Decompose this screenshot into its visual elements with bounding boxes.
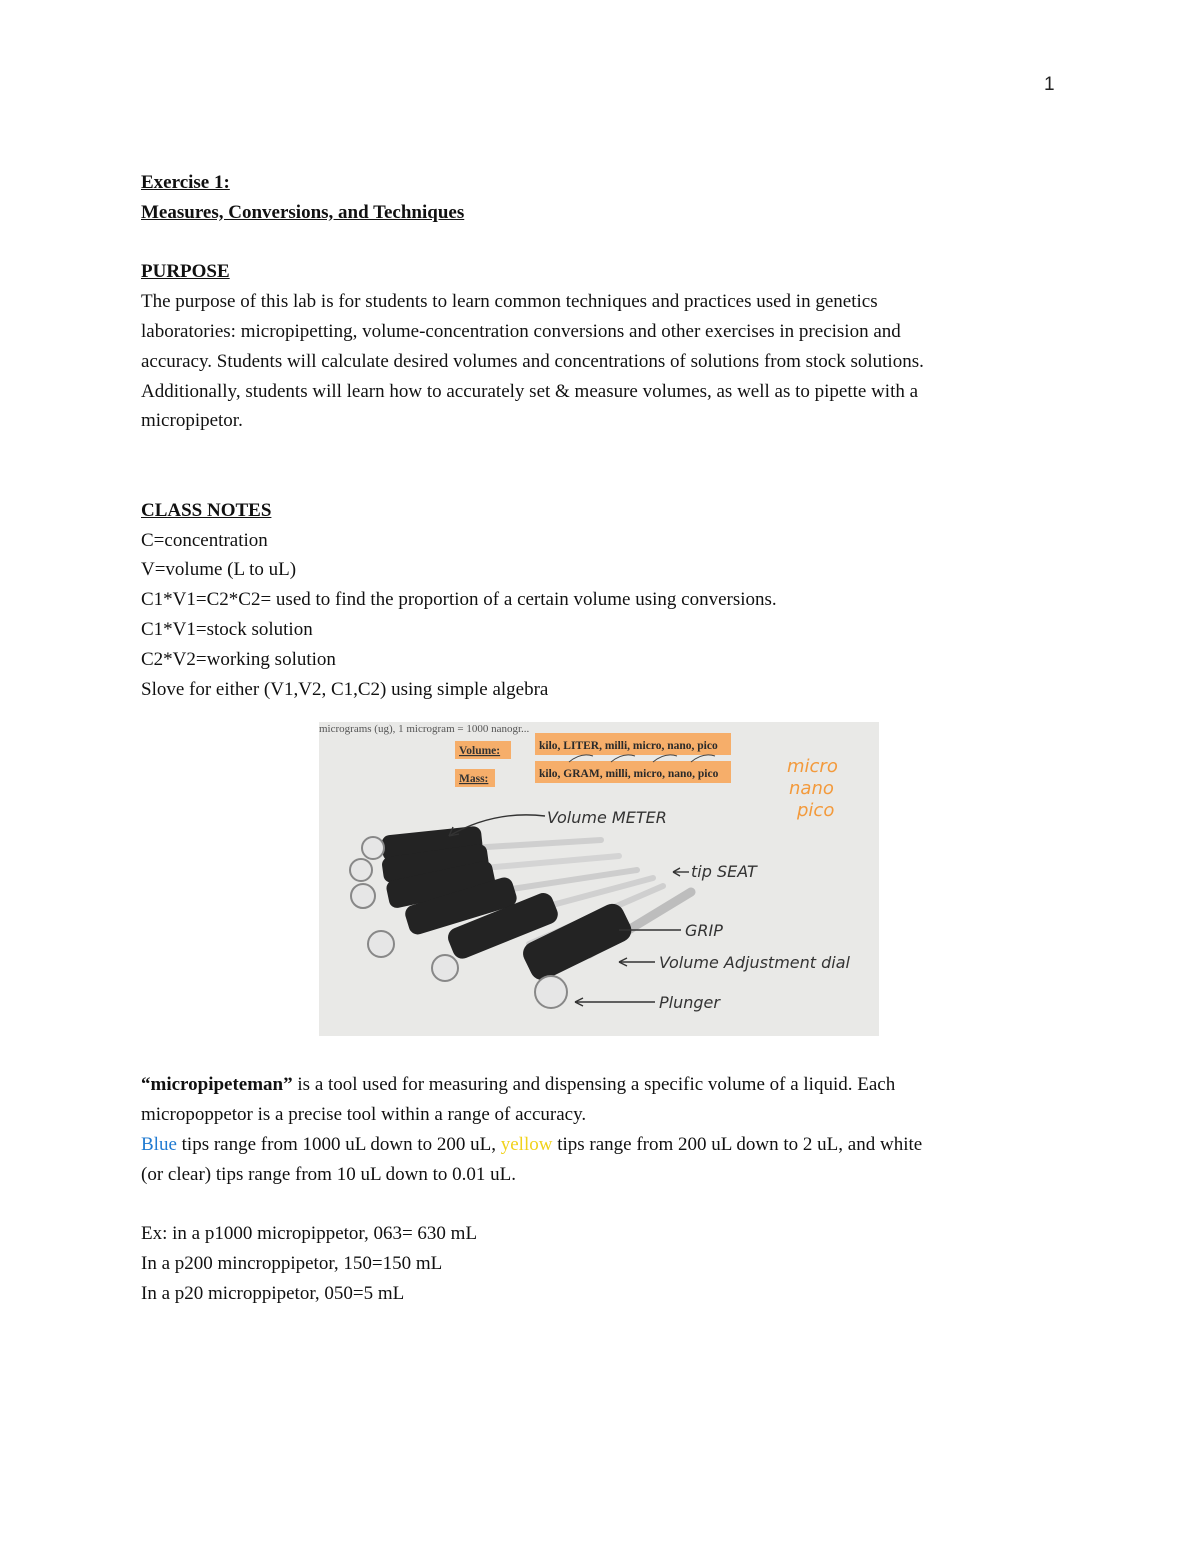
exercise-title: Exercise 1:	[141, 172, 230, 193]
blue-word: Blue	[141, 1133, 177, 1155]
tips-line	[141, 1130, 1061, 1160]
note-line: C=concentration	[141, 529, 268, 551]
page-number: 1	[1044, 74, 1055, 95]
exercise-subtitle: Measures, Conversions, and Techniques	[141, 201, 465, 223]
note-line: V=volume (L to uL)	[141, 559, 297, 581]
definition-line-2: micropoppetor is a precise tool within a range of accuracy.	[141, 1104, 587, 1126]
micropipette-photo	[319, 722, 879, 1036]
volume-label: Volume:	[459, 745, 501, 758]
note-line: C1*V1=C2*C2= used to find the proportion of a certain volume using conversions.	[141, 589, 777, 611]
annotation-volume-meter: Volume METER	[547, 808, 667, 828]
purpose-line: The purpose of this lab is for students to learn common techniques and practices used in genetics	[141, 291, 878, 313]
note-line: C1*V1=stock solution	[141, 618, 313, 640]
purpose-line: accuracy. Students will calculate desired volumes and concentrations of solutions from stock solutions.	[141, 350, 924, 372]
tips-line-2: (or clear) tips range from 10 uL down to 0.01 uL.	[141, 1163, 516, 1185]
mass-label: Mass:	[459, 773, 489, 786]
yellow-word: yellow	[500, 1133, 553, 1155]
definition-line	[141, 1070, 1061, 1100]
definition-text: is a tool used for measuring and dispensing a specific volume of a liquid. Each	[292, 1074, 896, 1096]
purpose-line: laboratories: micropipetting, volume-concentration conversions and other exercises in precision and	[141, 320, 901, 342]
annotation-grip: GRIP	[685, 921, 723, 941]
purpose-heading: PURPOSE	[141, 261, 230, 283]
purpose-paragraph	[141, 287, 1061, 436]
examples-list	[141, 1219, 1061, 1308]
handwritten-nano: nano	[789, 778, 834, 800]
annotation-plunger: Plunger	[659, 993, 720, 1013]
handwritten-micro: micro	[787, 756, 838, 778]
purpose-line: micropipetor.	[141, 410, 243, 432]
class-notes-list	[141, 526, 1061, 705]
handwritten-pico: pico	[797, 800, 835, 822]
note-line: Slove for either (V1,V2, C1,C2) using simple algebra	[141, 678, 549, 700]
mass-units: kilo, GRAM, milli, micro, nano, pico	[539, 768, 719, 781]
annotation-adjustment-dial: Volume Adjustment dial	[659, 953, 850, 973]
figure-top-text: micrograms (ug), 1 microgram = 1000 nanogr...	[319, 723, 530, 736]
pipette-stack	[350, 826, 691, 1008]
micropipette-description	[141, 1070, 1061, 1189]
tips-text-1: tips range from 1000 uL down to 200 uL,	[176, 1133, 501, 1155]
example-line: Ex: in a p1000 micropippetor, 063= 630 mL	[141, 1223, 478, 1245]
annotation-tip-seat: tip SEAT	[691, 862, 757, 882]
note-line: C2*V2=working solution	[141, 648, 336, 670]
micropipeteman-term: “micropipeteman”	[141, 1074, 293, 1096]
volume-units: kilo, LITER, milli, micro, nano, pico	[539, 740, 718, 753]
document-content	[141, 168, 1061, 1309]
example-line: In a p20 microppipetor, 050=5 mL	[141, 1282, 405, 1304]
pipette-bodies	[381, 826, 635, 984]
example-line: In a p200 mincroppipetor, 150=150 mL	[141, 1253, 443, 1275]
class-notes-heading: CLASS NOTES	[141, 499, 272, 521]
micropipette-illustration	[319, 722, 879, 1036]
tips-text-2: tips range from 200 uL down to 2 uL, and white	[552, 1133, 923, 1155]
purpose-line: Additionally, students will learn how to accurately set & measure volumes, as well as to pipette with a	[141, 380, 919, 402]
unit-arrows	[569, 755, 715, 762]
